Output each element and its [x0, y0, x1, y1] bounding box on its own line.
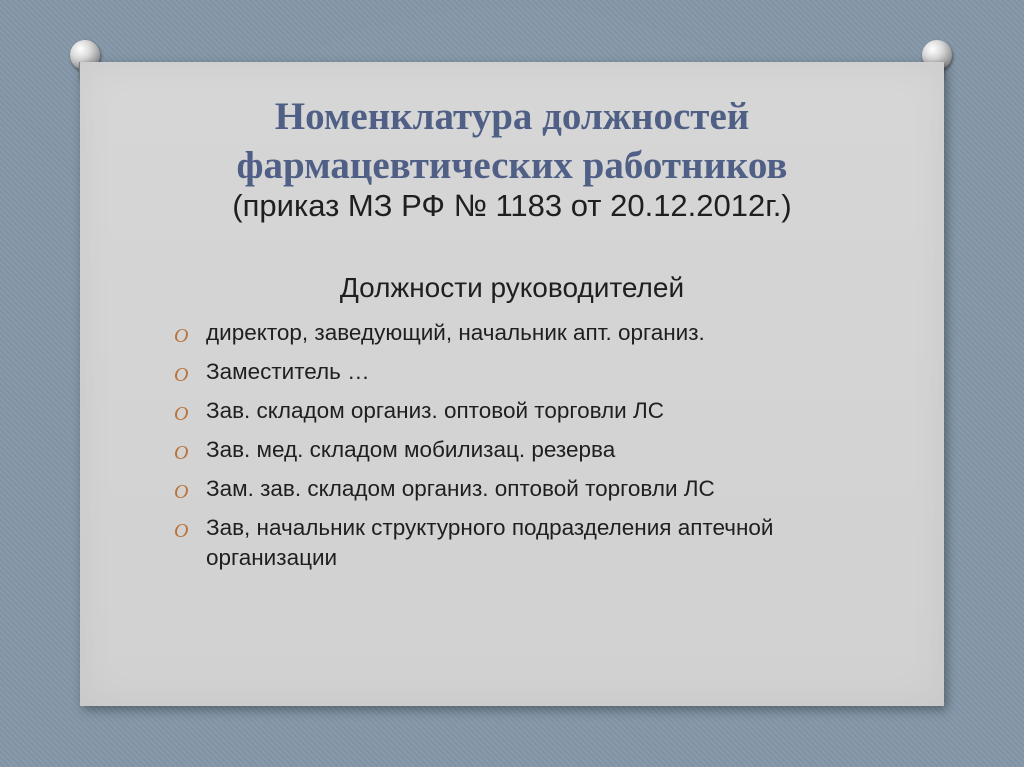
list-item-text: Зав, начальник структурного подразделения аптечной организации: [206, 515, 774, 570]
bullet-icon: O: [174, 442, 189, 464]
list-item: [174, 396, 894, 426]
slide-title-line-2: фармацевтических работников: [236, 144, 788, 187]
slide-title-line-1: Номенклатура должностей: [274, 95, 750, 138]
list-item-text: Зав. складом организ. оптовой торговли ЛС: [206, 398, 664, 423]
bullet-icon: O: [174, 481, 189, 503]
list-item-text: Зам. зав. складом организ. оптовой торговли ЛС: [206, 476, 715, 501]
positions-list: [174, 318, 894, 582]
list-item: [174, 318, 894, 348]
list-item-text: Зав. мед. складом мобилизац. резерва: [206, 437, 616, 462]
list-item: [174, 513, 894, 573]
list-item: [174, 474, 894, 504]
list-item-text: Заместитель …: [206, 359, 370, 384]
section-heading: Должности руководителей: [339, 272, 685, 303]
slide-subtitle: (приказ МЗ РФ № 1183 от 20.12.2012г.): [232, 188, 792, 223]
slide-card: [80, 62, 944, 706]
bullet-icon: O: [174, 403, 189, 425]
list-item-text: директор, заведующий, начальник апт. организ.: [206, 320, 705, 345]
list-item: [174, 357, 894, 387]
bullet-icon: O: [174, 325, 189, 347]
list-item: [174, 435, 894, 465]
bullet-icon: O: [174, 520, 189, 542]
bullet-icon: O: [174, 364, 189, 386]
